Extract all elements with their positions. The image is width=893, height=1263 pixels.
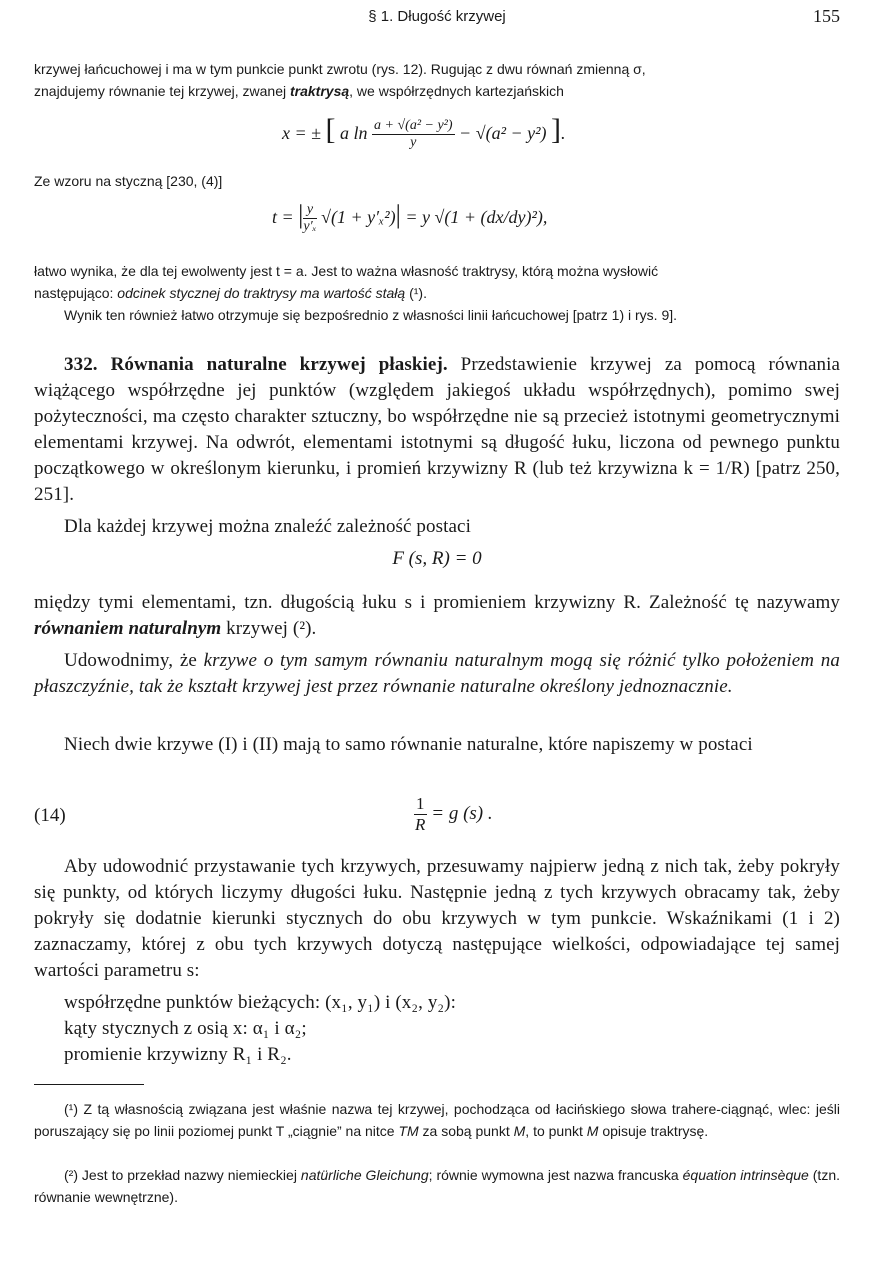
formula-tangent-length: t = | $\frac{y}{\text{y′ₓ}}$ √(1 + y′ₓ²)| = y √(1 + (dx/dy)²), (272, 200, 548, 235)
section-332-heading: 332. Równania naturalne krzywej płaskiej. (64, 354, 448, 375)
section-332-paragraph-3: między tymi elementami, tzn. długością łuku s i promieniem krzywizny R. Zależność tę nazywamy równaniem naturalnym krzywej (²). (34, 592, 840, 639)
equation-number-14: (14) (34, 805, 66, 826)
list-item: promienie krzywizny R₁ i R₂. (64, 1044, 292, 1065)
quantities-list (64, 990, 840, 1068)
formula-14: $\frac{1}{R}$ = g (s) . (415, 794, 493, 834)
list-item: współrzędne punktów bieżących: (x₁, y₁) i (x₂, y₂): (64, 992, 456, 1013)
section-332-paragraph-5: Niech dwie krzywe (I) i (II) mają to samo równanie naturalne, które napiszemy w postaci (64, 734, 753, 755)
intro-line-1: krzywej łańcuchowej i ma w tym punkcie punkt zwrotu (rys. 12). Rugując z dwu równań zmienną σ, (34, 61, 646, 77)
list-item: kąty stycznych z osią x: α₁ i α₂; (64, 1018, 307, 1039)
section-332-paragraph-4: Udowodnimy, że krzywe o tym samym równaniu naturalnym mogą się różnić tylko położeniem na płaszczyźnie, tak że kształt krzywej jest przez równanie naturalne określony jednoznacznie. (34, 650, 840, 697)
book-page (34, 0, 840, 1263)
evolvent-paragraph: łatwo wynika, że dla tej ewolwenty jest t = a. Jest to ważna własność traktrysy, którą można wysłowić następująco: odcinek stycznej do traktrysy ma wartość stałą (¹). Wynik ten również łatwo otrzymuje się bezpośrednio z własności linii łańcuchowej [patrz 1) i rys. 9]. (34, 263, 678, 323)
section-332-paragraph-1: 332. Równania naturalne krzywej płaskiej. Przedstawienie krzywej za pomocą równania wiążącego współrzędne jej punktów (względem jakiegoś układu współrzędnych), pomimo swej pożyteczności, ma często charakter sztuczny, bo współrzędne nie są przecież istotnymi geometrycznymi elementami krzywej. Na odwrót, elementami istotnymi są długość łuku, liczona od pewnego punktu początkowego w określonym kierunku, i promień krzywizny R (lub też krzywizna k = 1/R) [patrz 250, 251]. (34, 354, 841, 505)
footnote-1: (¹) Z tą własnością związana jest właśnie nazwa tej krzywej, pochodząca od łacińskiego słowa trahere-ciągnąć, wlec: jeśli poruszający się po linii poziomej punkt T „ciągnie” na nitce TM za sobą punkt M, to punkt M opisuje traktrysę. (34, 1101, 840, 1139)
intro-line-2: znajdujemy równanie tej krzywej, zwanej traktrysą, we współrzędnych kartezjańskich (34, 83, 564, 99)
tractrix-property: odcinek stycznej do traktrysy ma wartość stałą (117, 285, 406, 301)
section-332-paragraph-2: Dla każdej krzywej można znaleźć zależność postaci (64, 516, 471, 537)
tangent-intro: Ze wzoru na styczną [230, (4)] (34, 173, 223, 189)
page-number: 155 (813, 6, 840, 26)
formula-natural-equation: F (s, R) = 0 (392, 548, 482, 569)
formula-tractrix-x: x = ± [ a ln $\frac{\text{a + √(a² − y²)}}{y}$ − √(a² − y²) ]. (282, 113, 566, 151)
running-head (34, 6, 840, 30)
term-natural-equation: równaniem naturalnym (34, 618, 222, 639)
theorem-statement: krzywe o tym samym równaniu naturalnym mogą się różnić tylko położeniem na płaszczyźnie, tak że kształt krzywej jest przez równanie naturalne określony jednoznacznie. (34, 650, 840, 697)
section-title: § 1. Długość krzywej (368, 8, 506, 25)
formula-x-fraction: $\frac{\text{a + √(a² − y²)}}{y}$ (374, 118, 453, 151)
footnote-2: (²) Jest to przekład nazwy niemieckiej natürliche Gleichung; równie wymowna jest nazwa francuska équation intrinsèque (tzn. równanie wewnętrzne). (34, 1167, 840, 1205)
intro-paragraph (34, 58, 840, 102)
footnote-rule (34, 1084, 144, 1085)
section-332-paragraph-6: Aby udowodnić przystawanie tych krzywych, przesuwamy najpierw jedną z nich tak, żeby pokryły się punkty, od których liczymy długości łuku. Następnie jedną z tych krzywych obracamy tak, żeby pokryły się dodatnie kierunki stycznych do obu krzywych w tym punkcie. Wskaźnikami (1 i 2) zaznaczamy, której z obu tych krzywych dotyczą następujące wielkości, odpowiadające tej samej wartości parametru s: (34, 856, 840, 981)
term-traktrysa: traktrysą (290, 83, 350, 99)
